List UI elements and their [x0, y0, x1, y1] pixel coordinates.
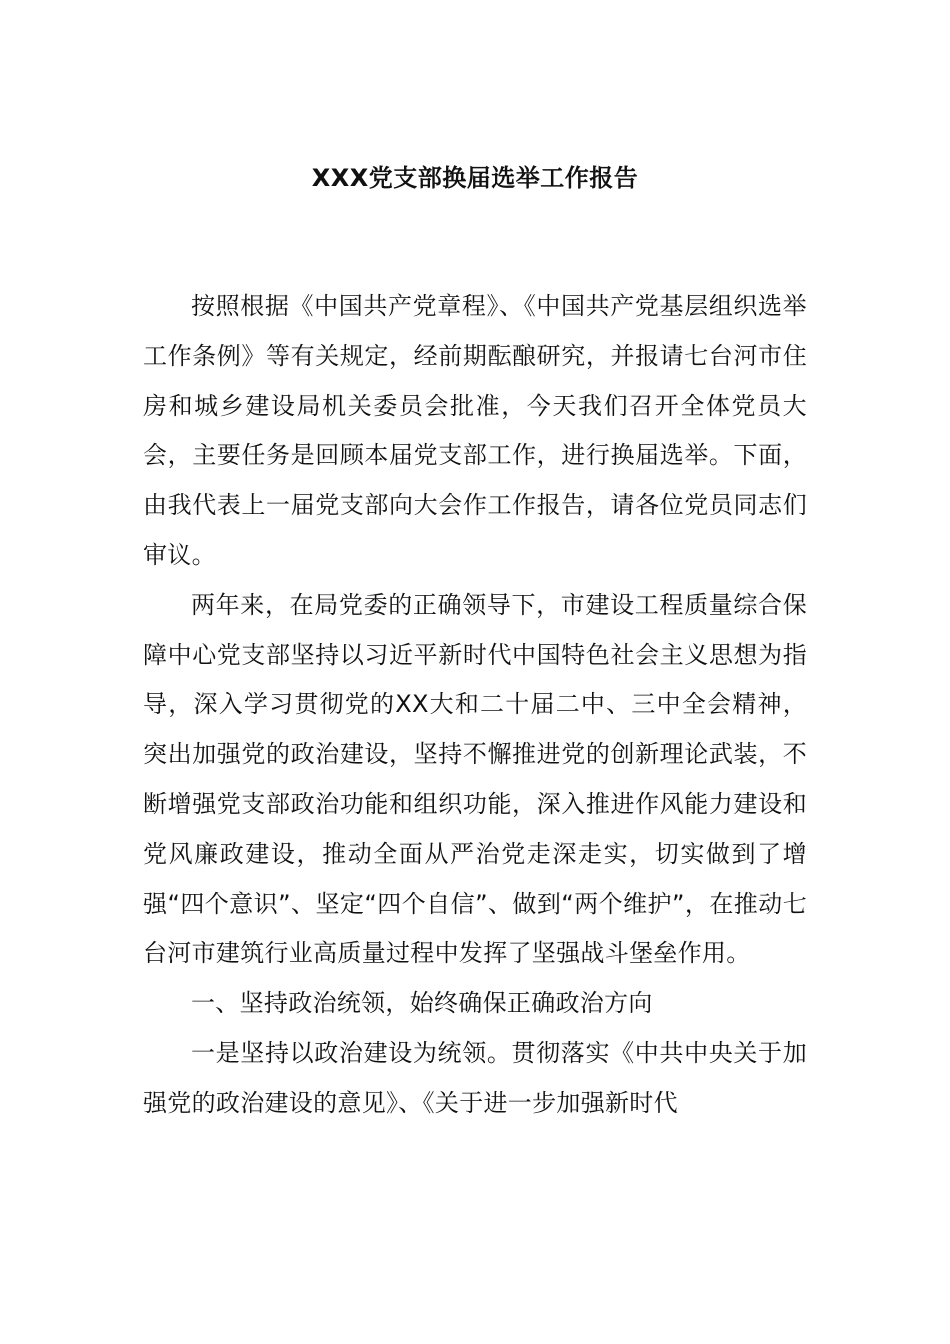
- section-paragraph: 一是坚持以政治建设为统领。贯彻落实《中共中央关于加强党的政治建设的意见》、《关于进一步加强新时代: [143, 1038, 807, 1117]
- body-paragraph-intro: 按照根据《中国共产党章程》、《中国共产党基层组织选举工作条例》等有关规定，经前期酝酿研究，并报请七台河市住房和城乡建设局机关委员会批准，今天我们召开全体党员大会，主要任务是回顾本届党支部工作，进行换届选举。下面，由我代表上一届党支部向大会作工作报告，请各位党员同志们审议。: [143, 292, 807, 569]
- document-title: XXX党支部换届选举工作报告: [311, 164, 639, 192]
- section-heading: 一、坚持政治统领，始终确保正确政治方向: [191, 989, 653, 1018]
- document-body: [143, 282, 807, 1129]
- body-paragraph-summary: 两年来，在局党委的正确领导下，市建设工程质量综合保障中心党支部坚持以习近平新时代中国特色社会主义思想为指导，深入学习贯彻党的XX大和二十届二中、三中全会精神，突出加强党的政治建设，坚持不懈推进党的创新理论武装，不断增强党支部政治功能和组织功能，深入推进作风能力建设和党风廉政建设，推动全面从严治党走深走实，切实做到了增强“四个意识”、坚定“四个自信”、做到“两个维护”，在推动七台河市建筑行业高质量过程中发挥了坚强战斗堡垒作用。: [143, 590, 807, 968]
